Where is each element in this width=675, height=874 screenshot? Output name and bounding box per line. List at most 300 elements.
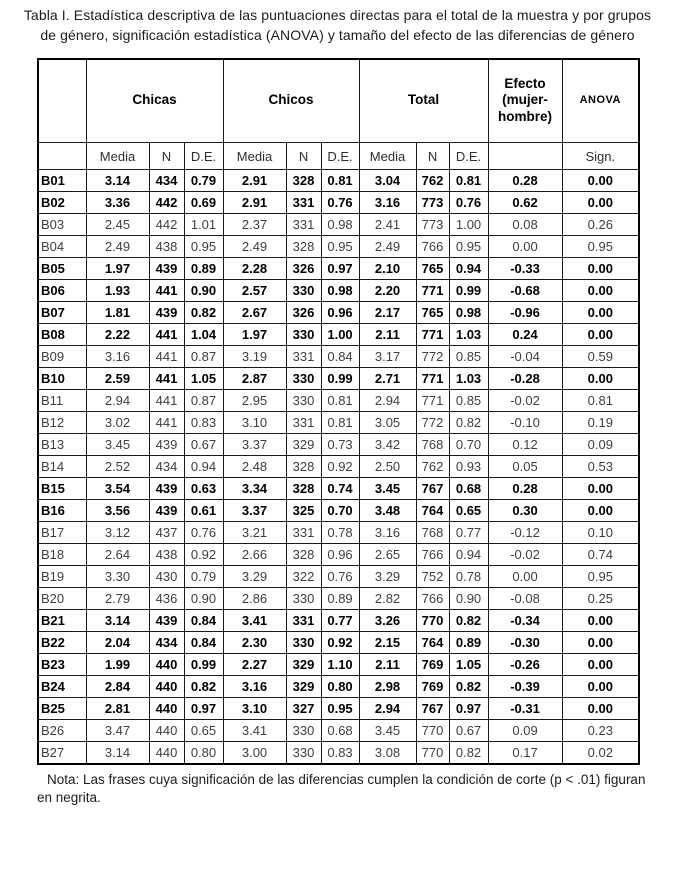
cell: 0.90 [184, 280, 223, 302]
cell: 0.00 [562, 478, 639, 500]
sub-header-media-7: Media [359, 143, 416, 170]
cell: 3.45 [86, 434, 149, 456]
cell: 2.28 [223, 258, 286, 280]
table-header [38, 59, 639, 170]
cell: -0.30 [488, 632, 562, 654]
cell: 3.10 [223, 412, 286, 434]
cell: 2.95 [223, 390, 286, 412]
cell: 331 [286, 214, 321, 236]
cell: 3.04 [359, 170, 416, 192]
row-label: B05 [38, 258, 86, 280]
group-header-chicas: Chicas [86, 59, 223, 143]
cell: 772 [416, 412, 449, 434]
statistics-table [37, 58, 640, 765]
cell: 330 [286, 720, 321, 742]
cell: -0.96 [488, 302, 562, 324]
cell: 0.62 [488, 192, 562, 214]
cell: 2.64 [86, 544, 149, 566]
sub-header-de-9: D.E. [449, 143, 488, 170]
cell: 0.99 [449, 280, 488, 302]
cell: 0.70 [449, 434, 488, 456]
row-label: B14 [38, 456, 86, 478]
row-label: B24 [38, 676, 86, 698]
cell: 434 [149, 456, 184, 478]
cell: -0.12 [488, 522, 562, 544]
cell: 0.65 [449, 500, 488, 522]
cell: 0.95 [321, 236, 359, 258]
cell: 0.81 [321, 390, 359, 412]
cell: 0.00 [562, 676, 639, 698]
cell: 770 [416, 742, 449, 764]
table-body [38, 170, 639, 764]
cell: 767 [416, 478, 449, 500]
cell: 0.81 [321, 412, 359, 434]
cell: 2.30 [223, 632, 286, 654]
cell: 0.00 [562, 500, 639, 522]
cell: 439 [149, 610, 184, 632]
cell: 0.61 [184, 500, 223, 522]
cell: 1.81 [86, 302, 149, 324]
cell: -0.31 [488, 698, 562, 720]
cell: -0.02 [488, 544, 562, 566]
cell: 2.50 [359, 456, 416, 478]
table-row-b02 [38, 192, 639, 214]
table-row-b13 [38, 434, 639, 456]
cell: 2.49 [359, 236, 416, 258]
cell: 769 [416, 654, 449, 676]
group-header-efecto: Efecto (mujer-hombre) [488, 59, 562, 143]
cell: 0.67 [449, 720, 488, 742]
cell: 0.09 [562, 434, 639, 456]
cell: 328 [286, 236, 321, 258]
cell: 2.45 [86, 214, 149, 236]
cell: 0.82 [449, 742, 488, 764]
cell: 3.14 [86, 610, 149, 632]
cell: -0.10 [488, 412, 562, 434]
row-label: B02 [38, 192, 86, 214]
cell: 0.63 [184, 478, 223, 500]
sub-header-media-1: Media [86, 143, 149, 170]
cell: 1.05 [449, 654, 488, 676]
row-label: B13 [38, 434, 86, 456]
cell: 440 [149, 698, 184, 720]
cell: 3.41 [223, 720, 286, 742]
cell: 0.65 [184, 720, 223, 742]
table-row-b23 [38, 654, 639, 676]
cell: 0.84 [321, 346, 359, 368]
cell: -0.02 [488, 390, 562, 412]
row-label: B09 [38, 346, 86, 368]
cell: 2.52 [86, 456, 149, 478]
cell: 440 [149, 676, 184, 698]
table-row-b25 [38, 698, 639, 720]
cell: 327 [286, 698, 321, 720]
table-row-b06 [38, 280, 639, 302]
cell: 0.84 [184, 610, 223, 632]
cell: 0.00 [562, 632, 639, 654]
cell: 0.95 [184, 236, 223, 258]
cell: 2.22 [86, 324, 149, 346]
sub-header-row [38, 143, 639, 170]
cell: 0.92 [321, 632, 359, 654]
cell: 2.91 [223, 170, 286, 192]
cell: 2.17 [359, 302, 416, 324]
cell: 2.86 [223, 588, 286, 610]
row-label: B08 [38, 324, 86, 346]
cell: 0.00 [488, 236, 562, 258]
cell: 2.91 [223, 192, 286, 214]
cell: 0.99 [321, 368, 359, 390]
table-note: Nota: Las frases cuya significación de las diferencias cumplen la condición de corte (p < .01) figuran en negrita. [37, 771, 646, 806]
cell: 0.98 [449, 302, 488, 324]
cell: 328 [286, 544, 321, 566]
cell: 441 [149, 368, 184, 390]
sub-header-blank-10 [488, 143, 562, 170]
sub-header-n-5: N [286, 143, 321, 170]
cell: 0.00 [562, 368, 639, 390]
cell: 0.76 [321, 192, 359, 214]
cell: 0.00 [562, 280, 639, 302]
cell: 2.84 [86, 676, 149, 698]
cell: 2.11 [359, 654, 416, 676]
cell: 0.19 [562, 412, 639, 434]
cell: 441 [149, 280, 184, 302]
cell: 0.73 [321, 434, 359, 456]
cell: 2.87 [223, 368, 286, 390]
sub-header-blank-0 [38, 143, 86, 170]
cell: 3.37 [223, 434, 286, 456]
cell: 0.00 [562, 324, 639, 346]
cell: 0.98 [321, 280, 359, 302]
cell: 2.81 [86, 698, 149, 720]
cell: 0.79 [184, 170, 223, 192]
cell: 0.94 [449, 258, 488, 280]
table-row-b09 [38, 346, 639, 368]
table-row-b01 [38, 170, 639, 192]
cell: 331 [286, 192, 321, 214]
cell: 3.08 [359, 742, 416, 764]
cell: 1.00 [449, 214, 488, 236]
cell: 434 [149, 170, 184, 192]
row-label: B21 [38, 610, 86, 632]
cell: 771 [416, 280, 449, 302]
cell: 0.85 [449, 346, 488, 368]
cell: 3.48 [359, 500, 416, 522]
table-row-b27 [38, 742, 639, 764]
cell: 0.25 [562, 588, 639, 610]
cell: 3.10 [223, 698, 286, 720]
cell: 325 [286, 500, 321, 522]
cell: 326 [286, 302, 321, 324]
cell: 430 [149, 566, 184, 588]
cell: 0.83 [184, 412, 223, 434]
cell: 2.10 [359, 258, 416, 280]
sub-header-media-4: Media [223, 143, 286, 170]
cell: 0.89 [321, 588, 359, 610]
cell: 0.76 [321, 566, 359, 588]
cell: 767 [416, 698, 449, 720]
cell: 441 [149, 346, 184, 368]
table-caption: Tabla I. Estadística descriptiva de las puntuaciones directas para el total de la muestra y por grupos de género, significación estadística (ANOVA) y tamaño del efecto de las diferencias de género [23, 7, 652, 44]
cell: 441 [149, 390, 184, 412]
cell: 330 [286, 390, 321, 412]
cell: 0.17 [488, 742, 562, 764]
cell: 2.59 [86, 368, 149, 390]
table-row-b05 [38, 258, 639, 280]
cell: 0.92 [184, 544, 223, 566]
cell: 0.95 [449, 236, 488, 258]
row-label: B07 [38, 302, 86, 324]
table-row-b19 [38, 566, 639, 588]
table-row-b22 [38, 632, 639, 654]
cell: 0.00 [488, 566, 562, 588]
table-row-b10 [38, 368, 639, 390]
cell: 330 [286, 324, 321, 346]
table-row-b18 [38, 544, 639, 566]
cell: 3.05 [359, 412, 416, 434]
cell: 2.57 [223, 280, 286, 302]
cell: -0.33 [488, 258, 562, 280]
cell: 0.00 [562, 610, 639, 632]
cell: 437 [149, 522, 184, 544]
cell: 330 [286, 632, 321, 654]
cell: 0.96 [321, 302, 359, 324]
cell: 1.00 [321, 324, 359, 346]
sub-header-n-8: N [416, 143, 449, 170]
row-label: B03 [38, 214, 86, 236]
table-row-b03 [38, 214, 639, 236]
cell: 0.05 [488, 456, 562, 478]
cell: 0.89 [449, 632, 488, 654]
cell: 0.00 [562, 192, 639, 214]
group-header-row [38, 59, 639, 143]
cell: 2.15 [359, 632, 416, 654]
cell: 1.03 [449, 368, 488, 390]
cell: -0.34 [488, 610, 562, 632]
cell: 2.94 [359, 698, 416, 720]
cell: 322 [286, 566, 321, 588]
row-label: B17 [38, 522, 86, 544]
cell: 3.30 [86, 566, 149, 588]
cell: 0.93 [449, 456, 488, 478]
cell: 3.14 [86, 742, 149, 764]
cell: 442 [149, 192, 184, 214]
cell: 3.19 [223, 346, 286, 368]
group-header-total: Total [359, 59, 488, 143]
row-label: B16 [38, 500, 86, 522]
cell: 1.99 [86, 654, 149, 676]
cell: 3.54 [86, 478, 149, 500]
cell: 0.68 [449, 478, 488, 500]
cell: 0.12 [488, 434, 562, 456]
cell: 762 [416, 456, 449, 478]
cell: 0.92 [321, 456, 359, 478]
group-header-corner-blank [38, 59, 86, 143]
cell: 0.80 [184, 742, 223, 764]
cell: 438 [149, 236, 184, 258]
cell: 0.28 [488, 170, 562, 192]
cell: 770 [416, 720, 449, 742]
cell: 2.66 [223, 544, 286, 566]
cell: 2.37 [223, 214, 286, 236]
cell: 0.53 [562, 456, 639, 478]
cell: 766 [416, 588, 449, 610]
cell: 0.82 [184, 302, 223, 324]
cell: 3.16 [359, 192, 416, 214]
cell: 1.04 [184, 324, 223, 346]
cell: 0.87 [184, 390, 223, 412]
cell: 772 [416, 346, 449, 368]
row-label: B27 [38, 742, 86, 764]
table-row-b07 [38, 302, 639, 324]
cell: 0.94 [184, 456, 223, 478]
row-label: B11 [38, 390, 86, 412]
cell: 2.67 [223, 302, 286, 324]
cell: 2.79 [86, 588, 149, 610]
cell: 3.41 [223, 610, 286, 632]
cell: 771 [416, 390, 449, 412]
cell: 3.29 [359, 566, 416, 588]
cell: 331 [286, 610, 321, 632]
cell: 0.99 [184, 654, 223, 676]
cell: 441 [149, 412, 184, 434]
cell: 3.17 [359, 346, 416, 368]
cell: 0.97 [449, 698, 488, 720]
cell: 330 [286, 368, 321, 390]
cell: 770 [416, 610, 449, 632]
cell: 0.00 [562, 258, 639, 280]
cell: 2.27 [223, 654, 286, 676]
cell: 438 [149, 544, 184, 566]
cell: 0.00 [562, 170, 639, 192]
cell: 0.83 [321, 742, 359, 764]
row-label: B20 [38, 588, 86, 610]
cell: 2.98 [359, 676, 416, 698]
cell: 440 [149, 742, 184, 764]
cell: 764 [416, 500, 449, 522]
cell: 331 [286, 522, 321, 544]
sub-header-de-6: D.E. [321, 143, 359, 170]
cell: 2.94 [359, 390, 416, 412]
cell: 439 [149, 500, 184, 522]
cell: -0.39 [488, 676, 562, 698]
cell: 2.49 [86, 236, 149, 258]
table-row-b24 [38, 676, 639, 698]
row-label: B23 [38, 654, 86, 676]
cell: 3.36 [86, 192, 149, 214]
cell: 439 [149, 434, 184, 456]
cell: 0.97 [321, 258, 359, 280]
cell: 0.82 [449, 610, 488, 632]
cell: 329 [286, 434, 321, 456]
group-header-chicos: Chicos [223, 59, 359, 143]
cell: 765 [416, 258, 449, 280]
cell: 0.74 [562, 544, 639, 566]
cell: -0.08 [488, 588, 562, 610]
cell: 3.02 [86, 412, 149, 434]
cell: 0.28 [488, 478, 562, 500]
cell: 2.11 [359, 324, 416, 346]
cell: 0.94 [449, 544, 488, 566]
cell: 330 [286, 280, 321, 302]
cell: 762 [416, 170, 449, 192]
group-header-anova: ANOVA [562, 59, 639, 143]
cell: 3.34 [223, 478, 286, 500]
cell: 0.78 [321, 522, 359, 544]
cell: 0.95 [562, 236, 639, 258]
cell: 3.14 [86, 170, 149, 192]
cell: 439 [149, 478, 184, 500]
cell: 330 [286, 742, 321, 764]
cell: 0.96 [321, 544, 359, 566]
cell: 3.16 [86, 346, 149, 368]
cell: 0.80 [321, 676, 359, 698]
cell: 0.79 [184, 566, 223, 588]
cell: 442 [149, 214, 184, 236]
sub-header-sign-11: Sign. [562, 143, 639, 170]
table-row-b12 [38, 412, 639, 434]
cell: 0.23 [562, 720, 639, 742]
table-row-b21 [38, 610, 639, 632]
cell: -0.04 [488, 346, 562, 368]
cell: 0.87 [184, 346, 223, 368]
cell: 0.76 [449, 192, 488, 214]
table-row-b16 [38, 500, 639, 522]
cell: 1.01 [184, 214, 223, 236]
cell: 2.82 [359, 588, 416, 610]
cell: 331 [286, 346, 321, 368]
cell: 0.76 [184, 522, 223, 544]
cell: 0.97 [184, 698, 223, 720]
cell: 330 [286, 588, 321, 610]
cell: 2.48 [223, 456, 286, 478]
row-label: B22 [38, 632, 86, 654]
cell: 3.26 [359, 610, 416, 632]
table-row-b15 [38, 478, 639, 500]
cell: 439 [149, 302, 184, 324]
cell: 0.00 [562, 654, 639, 676]
cell: 2.71 [359, 368, 416, 390]
cell: 0.74 [321, 478, 359, 500]
cell: 769 [416, 676, 449, 698]
cell: 2.65 [359, 544, 416, 566]
row-label: B25 [38, 698, 86, 720]
cell: 0.26 [562, 214, 639, 236]
cell: 2.94 [86, 390, 149, 412]
cell: 0.98 [321, 214, 359, 236]
cell: 0.85 [449, 390, 488, 412]
cell: 329 [286, 654, 321, 676]
cell: 2.20 [359, 280, 416, 302]
cell: 771 [416, 368, 449, 390]
cell: 440 [149, 720, 184, 742]
cell: 439 [149, 258, 184, 280]
cell: -0.28 [488, 368, 562, 390]
cell: 434 [149, 632, 184, 654]
cell: 0.89 [184, 258, 223, 280]
cell: 1.05 [184, 368, 223, 390]
cell: 768 [416, 522, 449, 544]
cell: 765 [416, 302, 449, 324]
row-label: B01 [38, 170, 86, 192]
cell: 0.82 [184, 676, 223, 698]
cell: 328 [286, 478, 321, 500]
cell: 0.81 [562, 390, 639, 412]
row-label: B26 [38, 720, 86, 742]
cell: 764 [416, 632, 449, 654]
cell: -0.26 [488, 654, 562, 676]
cell: 0.77 [321, 610, 359, 632]
